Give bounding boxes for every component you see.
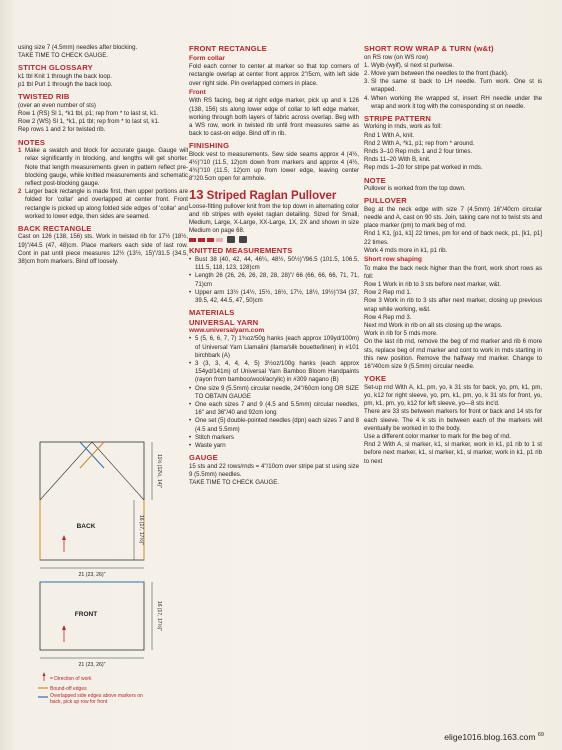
back-rectangle-heading: BACK RECTANGLE (18, 223, 92, 233)
pullover-text: Beg at the neck edge with size 7 (4.5mm) 16"/40cm circular needle and A, cast on 90 sts. Join, taking care not to twist sts and place marker (pm) to mark beg of rnd. (364, 205, 542, 230)
back-rectangle-text: Cast on 126 (138, 156) sts. Work in twisted rib for 17½ (18½, 19)"/44.5 (47, 48)cm. Place markers each side of last row. Cont in pat until piece measures 12½ (13½, 15)"/31.5 (34.5, 38)cm from markers. Bind off loosely. (18, 233, 188, 266)
list-item: • Bust 38 (40, 42, 44, 46¼, 48½, 50½)"/96.5 (101.5, 106.5, 111.5, 118, 123, 128)cm (189, 255, 359, 272)
pattern-name: Striped Raglan Pullover (206, 189, 337, 202)
fold-line (40, 442, 92, 500)
note-number: 2 (18, 188, 22, 196)
list-item: • Waste yarn (189, 442, 359, 450)
yoke-there: There are 33 sts between markers for front or back and 14 sts for each sleeve. The 4 k sts in between each of the markers will eventually be worked in to the body. (364, 408, 542, 432)
direction-arrow-head (62, 535, 66, 540)
k1tbl-text: k1 tbl Knit 1 through the back loop. (18, 72, 112, 80)
watermark-url: elige1016.blog.163.com (444, 732, 536, 742)
yoke-setup: Set-up rnd With A, k1, pm, yo, k 31 sts for back, yo, pm, k1, pm, yo, k12 for right sleeve, yo, pm, k1, pm, yo, k 31 sts for front, yo, pm, k1, pm, yo, k12 for left sleeve, yo—8 sts inc'd. (364, 383, 542, 408)
short-row-3: Row 3 Work in rib to 3 sts after next marker, closing up previous wrap while working, w&t. (364, 297, 542, 313)
note-heading: NOTE (364, 175, 386, 185)
material-text: 5 (5, 6, 6, 7, 7) 1¾oz/50g hanks (each approx 109yd/100m) of Universal Yarn Llamalini (llama/silk bouette/linen) in #101 birchbark (A) (195, 335, 359, 359)
short-row-2: Row 2 Rep rnd 1. (364, 289, 412, 297)
list-item: • 5 (5, 6, 6, 7, 7) 1¾oz/50g hanks (each approx 109yd/100m) of Universal Yarn Llamalini (llama/silk bouette/linen) in #101 birchbark (A) (189, 335, 359, 359)
materials-heading: MATERIALS (189, 308, 235, 318)
short-row-last: On the last rib rnd, remove the beg of rnd marker and rib 6 more sts, replace beg of rnd marker and cont to work in rnds starting in this new position. Remove the halfway rnd marker. Change to 16"/40cm size 9 (5.5mm) circular needle. (364, 338, 542, 371)
row2-text: Row 2 (WS) Sl 1, *k1, p1 tbl; rep from * to last st, k1. (18, 118, 160, 126)
step-2: 2. Move yarn between the needles to the front (back). (364, 69, 509, 77)
back-height-top-label: 11½ (12½, 14)" (156, 454, 162, 488)
bust-text: Bust 38 (40, 42, 44, 46¼, 48½, 50½)"/96.5 (101.5, 106.5, 111.5, 118, 123, 128)cm (195, 255, 359, 272)
note-text: Larger back rectangle is made first, then upper portions are folded for 'collar' and overlapped at center front. Front rectangle is picked up along folded side edges of 'collar' and worked to lower edge, then sides are seamed. (25, 188, 188, 220)
stripe-rnd3: Rnds 3–10 Rep rnds 1 and 2 four times. (364, 148, 473, 156)
form-collar-heading: Form collar (189, 54, 225, 62)
front-width-label: 21 (23, 26)" (78, 662, 106, 668)
knitted-measurements-heading: KNITTED MEASUREMENTS (189, 246, 293, 256)
check-gauge-text: TAKE TIME TO CHECK GAUGE. (18, 52, 108, 60)
stripe-pattern-heading: STRIPE PATTERN (364, 113, 432, 123)
note-1 (18, 147, 188, 188)
short-row-next: Next rnd Work in rib on all sts closing up the wraps. (364, 322, 503, 330)
skill-bar-icon (189, 238, 196, 242)
short-row-shaping-heading: Short row shaping (364, 256, 422, 264)
column-middle (189, 44, 359, 487)
back-height-side-label: 16 (17, 17½)" (138, 514, 144, 546)
note-text: Pullover is worked from the top down. (364, 185, 466, 193)
short-row-1: Row 1 Work in rib to 3 sts before next marker, w&t. (364, 281, 502, 289)
notes-heading: NOTES (18, 137, 46, 147)
fold-line (92, 442, 144, 500)
stripe-rnd2: Rnd 2 With A, *k1, p1; rep from * around. (364, 139, 475, 147)
schematic-diagram (28, 430, 168, 730)
skill-bar-icon (198, 238, 205, 242)
legend-arrow-head-icon (43, 672, 46, 676)
yoke-rnd2: Rnd 2 With A, sl marker, k1, sl marker, work in k1, p1 rib to 1 st before next marker, k1, sl marker, k1, sl marker, work in k1, p1 rib to next (364, 441, 542, 465)
legend-bound: Bound-off edges (50, 686, 87, 692)
pattern-intro: Loose-fitting pullover knit from the top down in alternating color and rib stripes with eyelet raglan detailing. Sized for Small, Medium, Large, X-Large, XX-Large, 1X, 2X and shown in size Medium on page 68. (189, 202, 359, 235)
row1-text: Row 1 (RS) Sl 1, *k1 tbl, p1; rep from * to last st, k1. (18, 110, 159, 118)
list-item: • Length 26 (26, 26, 26, 28, 28, 28)"/ 66 (66, 66, 66, 71, 71, 71)cm (189, 272, 359, 288)
form-collar-text: Fold each corner to center at marker so that top corners of rectangle overlap at center front approx 2"/5cm, with left side over right side. Pin overlapped corners in place. (189, 63, 359, 87)
list-item: • One set (5) double-pointed needles (dpn) each sizes 7 and 8 (4.5 and 5.5mm) (189, 417, 359, 433)
stripe-sub: Working in rnds, work as foll: (364, 123, 442, 131)
short-row-sub: on RS row (on WS row) (364, 53, 428, 61)
list-item: • 3 (3, 3, 4, 4, 4, 5) 3½oz/100g hanks (each approx 154yd/141m) of Universal Yarn Bamboo Bloom Handpaints (rayon from bamboo/wool/acrylic) in #309 nagano (B) (189, 359, 359, 384)
stripe-rep: Rep rnds 1–20 for stripe pat worked in rnds. (364, 164, 483, 172)
list-item: • One each sizes 7 and 9 (4.5 and 5.5mm) circular needles, 16" and 36"/40 and 92cm long (189, 400, 359, 417)
skill-bar-icon (216, 238, 223, 242)
footer (444, 732, 544, 742)
material-text: One size 9 (5.5mm) circular needle, 24"/60cm long OR SIZE TO OBTAIN GAUGE (195, 384, 359, 400)
short-row-4: Row 4 Rep rnd 3. (364, 313, 412, 321)
pullover-heading: PULLOVER (364, 196, 407, 206)
stripe-rnd1: Rnd 1 With A, knit. (364, 131, 415, 139)
step-4: 4. When working the wrapped st, insert RH needle under the wrap and work it tog with the corresponding st on needle. (364, 94, 542, 110)
front-heading: Front (189, 88, 206, 96)
short-row-more: Work in rib for 5 rnds more. (364, 330, 438, 338)
chart-icon (227, 236, 235, 243)
stripe-rnd11: Rnds 11–20 With B, knit. (364, 156, 431, 164)
skill-bar-icon (207, 238, 214, 242)
step-1: 1. Wyib (wyif), sl next st purlwise. (364, 61, 454, 69)
stitch-glossary-heading: STITCH GLOSSARY (18, 63, 93, 73)
column-right (364, 44, 542, 466)
short-row-text: To make the back neck higher than the front, work short rows as foll: (364, 264, 542, 280)
gauge-text: 15 sts and 22 rows/rnds = 4"/10cm over stripe pat st using size 9 (5.5mm) needles. (189, 462, 359, 478)
upper-arm-text: Upper arm 13½ (14½, 15½, 16½, 17½, 18½, 19½)"/34 (37, 39.5, 42, 44.5, 47, 50)cm (195, 288, 359, 304)
column-left (18, 44, 188, 266)
yarn-brand-heading: UNIVERSAL YARN (189, 317, 259, 327)
skill-level (189, 236, 359, 243)
front-text: With RS facing, beg at right edge marker, pick up and k 126 (138, 156) sts along lower edge of collar to left edge marker, working through both layers of fabric across overlap. Beg with a WS row, work in twisted rib until front measures same as back to cast-on edge. Bind off in rib. (189, 97, 359, 138)
short-row-wrap-heading: SHORT ROW WRAP & TURN (w&t) (364, 44, 494, 53)
list-item: • One size 9 (5.5mm) circular needle, 24"/60cm long OR SIZE TO OBTAIN GAUGE (189, 384, 359, 400)
pattern-number: 13 (189, 186, 204, 202)
pullover-rnd1: Rnd 1 K1, [p1, k1] 22 times, pm for end of back neck, p1, [k1, p1] 22 times. (364, 230, 542, 246)
yarn-url: www.universalyarn.com (189, 327, 265, 335)
video-icon (239, 236, 247, 243)
gauge-heading: GAUGE (189, 453, 218, 463)
rep-text: Rep rows 1 and 2 for twisted rib. (18, 126, 106, 134)
material-text: 3 (3, 3, 4, 4, 4, 5) 3½oz/100g hanks (each approx 154yd/141m) of Universal Yarn Bamboo Bloom Handpaints (rayon from bamboo/wool/acrylic) in #309 nagano (B) (195, 359, 359, 384)
finishing-heading: FINISHING (189, 141, 230, 151)
material-text: Waste yarn (195, 442, 226, 449)
back-width-label: 21 (23, 26)" (78, 572, 106, 578)
p1tbl-text: p1 tbl Purl 1 through the back loop. (18, 81, 113, 89)
back-rectangle (40, 442, 144, 560)
pullover-rnd2: Work 4 rnds more in k1, p1 rib. (364, 246, 448, 254)
pattern-title (189, 188, 359, 203)
legend-overlap: Overlapped side edges above markers on back, pick up row for front (50, 693, 143, 706)
note-text: Make a swatch and block for accurate gauge. Gauge will relax significantly in blocking, and lengths will get shorter. Note that length measurements given in pattern reflect pre-blocking gauge, while knitted measurements and schematic reflect post-blocking gauge. (25, 147, 188, 187)
front-height-label: 16 (17, 17½)" (156, 600, 162, 632)
legend-direction: = Direction of work (50, 676, 92, 682)
step-3: 3. Sl the same st back to LH needle. Turn work. One st is wrapped. (364, 78, 542, 94)
material-text: Stitch markers (195, 433, 234, 441)
finishing-text: Block vest to measurements. Sew side seams approx 4 (4½, 4½)"/10 (11.5, 12)cm down from markers and approx 4 (4½, 4¾)"/10 (11.5, 12)cm up from lower edge, leaving center 8"/20.5cm open for armhole. (189, 150, 359, 183)
direction-arrow-head (62, 625, 66, 630)
yoke-diff: Use a different color marker to mark for the beg of rnd. (364, 433, 511, 441)
list-item: • Upper arm 13½ (14½, 15½, 16½, 17½, 18½, 19½)"/34 (37, 39.5, 42, 44.5, 47, 50)cm (189, 288, 359, 304)
twisted-rib-sub: (over an even number of sts) (18, 101, 96, 109)
page-number: 69 (537, 732, 544, 739)
front-label: FRONT (74, 611, 98, 618)
list-item: • Stitch markers (189, 434, 359, 442)
front-rectangle-heading: FRONT RECTANGLE (189, 44, 267, 53)
material-text: One set (5) double-pointed needles (dpn) each sizes 7 and 8 (4.5 and 5.5mm) (195, 417, 359, 433)
note-2 (18, 188, 188, 221)
material-text: One each sizes 7 and 9 (4.5 and 5.5mm) circular needles, 16" and 36"/40 and 92cm long (195, 400, 359, 417)
note-number: 1 (18, 147, 22, 155)
back-label: BACK (76, 523, 96, 530)
check-gauge-text: TAKE TIME TO CHECK GAUGE. (189, 479, 279, 487)
intro-text: using size 7 (4.5mm) needles after blocking. (18, 44, 138, 51)
yoke-heading: YOKE (364, 374, 387, 384)
length-text: Length 26 (26, 26, 26, 28, 28, 28)"/ 66 (66, 66, 66, 71, 71, 71)cm (195, 272, 359, 288)
twisted-rib-heading: TWISTED RIB (18, 92, 70, 102)
